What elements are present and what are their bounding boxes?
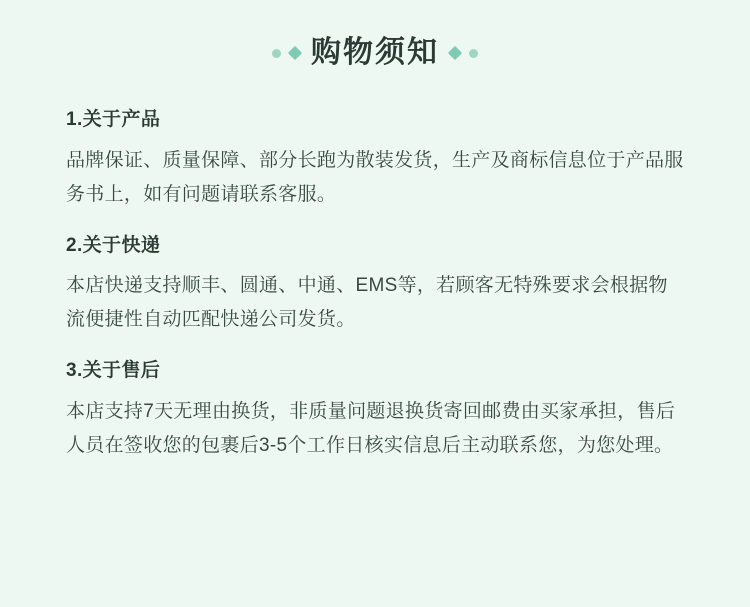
section-heading: 1.关于产品 [66, 109, 161, 130]
page-title: 购物须知 [311, 36, 439, 69]
dot-icon [272, 49, 281, 58]
section-body: 本店快递支持顺丰、圆通、中通、EMS等，若顾客无特殊要求会根据物流便捷性自动匹配快递公司发货。 [66, 275, 668, 331]
title-right-decoration [450, 48, 478, 58]
diamond-icon [448, 46, 462, 60]
diamond-icon [288, 46, 302, 60]
section-heading: 2.关于快递 [66, 234, 161, 256]
title-left-decoration [272, 48, 300, 58]
section-body: 品牌保证、质量保障、部分长跑为散装发货，生产及商标信息位于产品服务书上，如有问题请联系客服。 [66, 149, 684, 205]
dot-icon [469, 49, 478, 58]
notice-section-shipping [66, 234, 684, 338]
notice-content [0, 108, 750, 463]
section-body: 本店支持7天无理由换货，非质量问题退换货寄回邮费由买家承担，售后人员在签收您的包裹后3-5个工作日核实信息后主动联系您，为您处理。 [66, 401, 676, 457]
section-heading: 3.关于售后 [66, 360, 161, 382]
page-title-row [0, 0, 750, 68]
notice-section-product [66, 108, 684, 212]
notice-section-after-sales [66, 359, 684, 463]
